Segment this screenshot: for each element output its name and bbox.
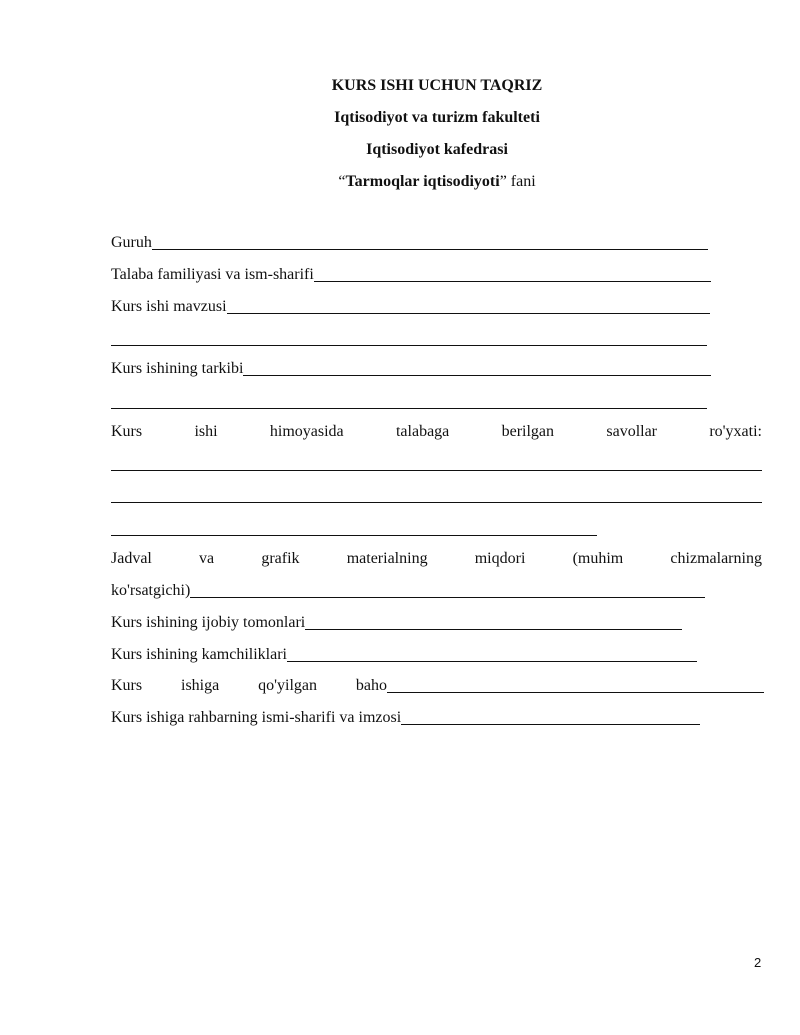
materials-continuation: ko'rsatgichi) bbox=[111, 582, 191, 599]
subject-name: Tarmoqlar iqtisodiyoti bbox=[345, 173, 500, 190]
student-name-label: Talaba familiyasi va ism-sharifi bbox=[111, 266, 314, 283]
subject-suffix: fani bbox=[506, 173, 536, 190]
materials-word: miqdori bbox=[474, 550, 526, 567]
shortcomings-label: Kurs ishining kamchiliklari bbox=[111, 646, 287, 663]
materials-word: (muhim bbox=[572, 550, 624, 567]
grade-word: Kurs bbox=[111, 677, 143, 694]
topic-blank-line-2 bbox=[111, 345, 707, 346]
questions-blank-line-2 bbox=[111, 502, 762, 503]
department-name: Iqtisodiyot kafedrasi bbox=[366, 141, 508, 158]
faculty-name: Iqtisodiyot va turizm fakulteti bbox=[334, 109, 540, 126]
materials-word: materialning bbox=[346, 550, 428, 567]
supervisor-blank bbox=[401, 724, 700, 725]
subject-line bbox=[0, 172, 800, 192]
materials-word: chizmalarning bbox=[670, 550, 762, 567]
shortcomings-blank bbox=[287, 661, 697, 662]
topic-blank bbox=[227, 313, 710, 314]
materials-word: grafik bbox=[261, 550, 300, 567]
contents-field bbox=[111, 359, 711, 379]
subject-open-quote: “ bbox=[338, 173, 346, 190]
contents-blank bbox=[243, 375, 711, 376]
topic-field bbox=[111, 297, 710, 317]
grade-label bbox=[111, 676, 387, 696]
grade-word: ishiga bbox=[181, 677, 220, 694]
grade-word: qo'yilgan bbox=[258, 677, 317, 694]
questions-word: berilgan bbox=[501, 423, 555, 440]
supervisor-label: Kurs ishiga rahbarning ismi-sharifi va imzosi bbox=[111, 709, 402, 726]
supervisor-field bbox=[111, 708, 700, 728]
questions-word: Kurs bbox=[111, 423, 143, 440]
grade-blank bbox=[387, 692, 764, 693]
shortcomings-field bbox=[111, 645, 697, 665]
group-field bbox=[111, 233, 708, 253]
grade-word: baho bbox=[355, 677, 387, 694]
document-title: KURS ISHI UCHUN TAQRIZ bbox=[331, 77, 543, 94]
positives-blank bbox=[305, 629, 682, 630]
student-name-blank bbox=[314, 281, 711, 282]
questions-blank-line-3 bbox=[111, 535, 597, 536]
contents-label: Kurs ishining tarkibi bbox=[111, 360, 244, 377]
positives-label: Kurs ishining ijobiy tomonlari bbox=[111, 614, 306, 631]
materials-word: va bbox=[199, 550, 215, 567]
materials-blank bbox=[190, 597, 705, 598]
group-label: Guruh bbox=[111, 234, 152, 251]
page-number: 2 bbox=[754, 955, 762, 970]
contents-blank-line-2 bbox=[111, 408, 707, 409]
questions-word: savollar bbox=[606, 423, 658, 440]
questions-word: ro'yxati: bbox=[709, 423, 762, 440]
topic-label: Kurs ishi mavzusi bbox=[111, 298, 227, 315]
subject-close-quote: ” bbox=[499, 173, 507, 190]
positives-field bbox=[111, 613, 682, 633]
materials-word: Jadval bbox=[111, 550, 152, 567]
materials-label bbox=[111, 549, 762, 569]
questions-word: ishi bbox=[194, 423, 218, 440]
group-blank bbox=[152, 249, 708, 250]
questions-blank-line-1 bbox=[111, 470, 762, 471]
student-name-field bbox=[111, 265, 711, 285]
questions-word: himoyasida bbox=[269, 423, 344, 440]
grade-field bbox=[111, 676, 764, 696]
materials-field bbox=[111, 581, 705, 601]
questions-word: talabaga bbox=[395, 423, 450, 440]
questions-label bbox=[111, 422, 762, 442]
